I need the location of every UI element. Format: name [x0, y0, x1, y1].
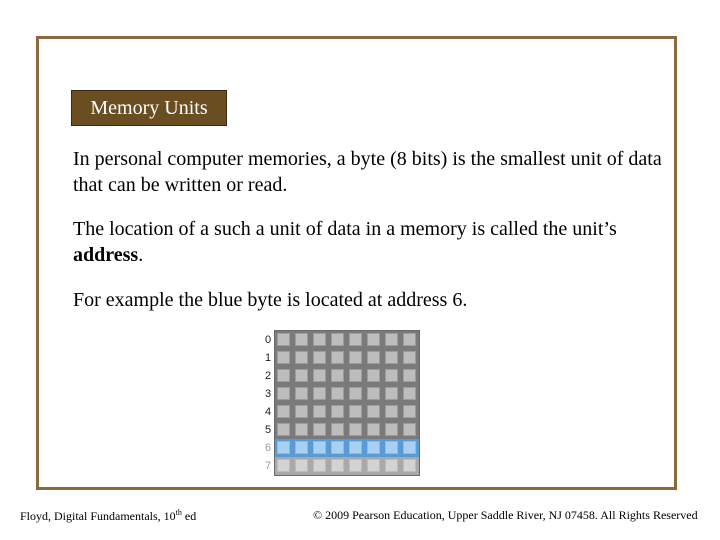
bit-cell: [277, 441, 290, 454]
bit-cell: [403, 441, 416, 454]
bit-cell: [331, 369, 344, 382]
bit-cell: [385, 423, 398, 436]
bit-cell: [349, 423, 362, 436]
address-text-before: The location of a such a unit of data in a memory is called the unit’s: [73, 218, 617, 240]
address-label-0: 0: [265, 334, 272, 346]
bit-cell: [313, 351, 326, 364]
bit-cell: [313, 441, 326, 454]
bit-cell: [385, 405, 398, 418]
byte-row: [275, 385, 419, 403]
bit-cell: [403, 351, 416, 364]
bit-cell: [295, 459, 308, 472]
bit-cell: [403, 405, 416, 418]
paragraph-byte-definition: In personal computer memories, a byte (8 bits) is the smallest unit of data that can be written or read.: [73, 148, 662, 196]
address-text-after: .: [138, 244, 144, 266]
byte-row: [275, 421, 419, 439]
address-label-2: 2: [265, 370, 272, 382]
bit-cell: [331, 459, 344, 472]
byte-row: [275, 331, 419, 349]
bit-cell: [277, 369, 290, 382]
bit-cell: [313, 405, 326, 418]
address-label-7: 7: [265, 460, 272, 472]
bit-cell: [295, 333, 308, 346]
bit-cell: [385, 459, 398, 472]
bit-cell: [385, 387, 398, 400]
bit-cell: [277, 459, 290, 472]
bit-cell: [331, 351, 344, 364]
bit-cell: [367, 387, 380, 400]
bit-cell: [295, 351, 308, 364]
bit-cell: [295, 369, 308, 382]
byte-row: [275, 403, 419, 421]
bit-cell: [367, 369, 380, 382]
bit-cell: [367, 441, 380, 454]
bit-cell: [331, 441, 344, 454]
byte-row: [275, 367, 419, 385]
bit-cell: [331, 405, 344, 418]
bit-cell: [403, 387, 416, 400]
bit-cell: [403, 423, 416, 436]
bit-cell: [349, 405, 362, 418]
footer-citation-text: Floyd, Digital Fundamentals, 10: [20, 509, 176, 523]
address-label-6: 6: [265, 442, 272, 454]
bit-cell: [295, 387, 308, 400]
bit-cell: [277, 351, 290, 364]
bit-cell: [349, 333, 362, 346]
address-label-4: 4: [265, 406, 272, 418]
bit-cell: [367, 351, 380, 364]
bit-cell: [313, 423, 326, 436]
bit-cell: [403, 459, 416, 472]
footer-citation-sup: th: [175, 508, 182, 517]
slide-title: Memory Units: [71, 90, 227, 126]
memory-grid: [274, 330, 420, 476]
byte-row: [275, 457, 419, 475]
bit-cell: [385, 351, 398, 364]
bit-cell: [295, 423, 308, 436]
bit-cell: [313, 459, 326, 472]
bit-cell: [277, 423, 290, 436]
byte-row: [275, 349, 419, 367]
bit-cell: [349, 441, 362, 454]
bit-cell: [313, 333, 326, 346]
bit-cell: [277, 333, 290, 346]
footer-citation-suffix: ed: [181, 509, 197, 523]
bit-cell: [295, 405, 308, 418]
footer-citation: [20, 508, 196, 524]
address-label-3: 3: [265, 388, 272, 400]
bit-cell: [367, 459, 380, 472]
bit-cell: [403, 369, 416, 382]
address-term: address: [73, 244, 139, 266]
bit-cell: [349, 459, 362, 472]
address-label-5: 5: [265, 424, 272, 436]
bit-cell: [277, 387, 290, 400]
bit-cell: [349, 387, 362, 400]
bit-cell: [349, 369, 362, 382]
bit-cell: [313, 369, 326, 382]
bit-cell: [277, 405, 290, 418]
bit-cell: [313, 387, 326, 400]
bit-cell: [385, 333, 398, 346]
footer-copyright: © 2009 Pearson Education, Upper Saddle River, NJ 07458. All Rights Reserved: [313, 508, 698, 522]
bit-cell: [349, 351, 362, 364]
byte-row-highlighted: [275, 439, 419, 457]
bit-cell: [331, 333, 344, 346]
bit-cell: [385, 441, 398, 454]
paragraph-address-definition: [73, 216, 673, 268]
address-label-1: 1: [265, 352, 272, 364]
bit-cell: [367, 405, 380, 418]
bit-cell: [331, 387, 344, 400]
bit-cell: [403, 333, 416, 346]
bit-cell: [385, 369, 398, 382]
memory-diagram: [262, 330, 422, 478]
bit-cell: [331, 423, 344, 436]
bit-cell: [367, 423, 380, 436]
paragraph-example: For example the blue byte is located at address 6.: [73, 289, 468, 311]
bit-cell: [295, 441, 308, 454]
bit-cell: [367, 333, 380, 346]
